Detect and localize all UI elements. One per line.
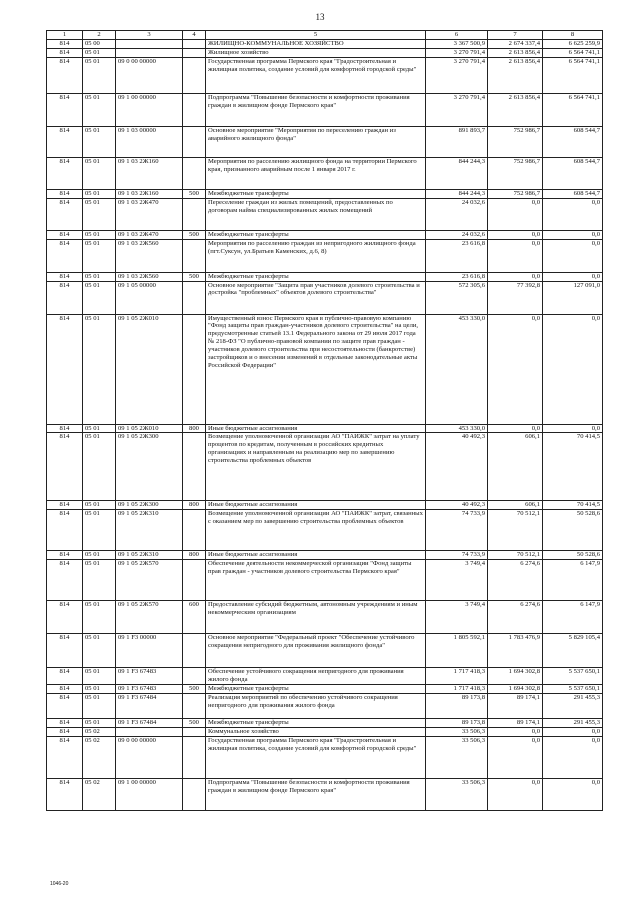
amount-year-2: 89 174,1 — [488, 694, 543, 719]
item-name: Основное мероприятие "Федеральный проект "Обеспечение устойчивого сокращения непригодного для проживания жилищного фонда" — [206, 634, 426, 668]
target-article: 09 1 F3 67484 — [116, 694, 183, 719]
amount-year-2: 2 613 856,4 — [488, 93, 543, 126]
section-code: 05 01 — [83, 719, 116, 728]
amount-year-3: 6 564 741,1 — [543, 93, 603, 126]
admin-code: 814 — [47, 601, 83, 634]
expense-type — [183, 281, 206, 314]
amount-year-2: 70 512,1 — [488, 510, 543, 551]
amount-year-3: 6 147,9 — [543, 560, 603, 601]
amount-year-2: 0,0 — [488, 728, 543, 737]
amount-year-2: 2 674 337,4 — [488, 40, 543, 49]
expense-type — [183, 694, 206, 719]
column-header: 2 — [83, 31, 116, 40]
target-article: 09 1 05 2Ж010 — [116, 424, 183, 433]
table-row — [47, 314, 603, 424]
section-code: 05 01 — [83, 314, 116, 424]
section-code: 05 01 — [83, 189, 116, 198]
target-article: 09 1 F3 67484 — [116, 719, 183, 728]
expense-type — [183, 40, 206, 49]
item-name: Подпрограмма "Повышение безопасности и комфортности проживания граждан в жилищном фонде Пермского края" — [206, 778, 426, 810]
amount-year-3: 0,0 — [543, 736, 603, 778]
amount-year-1: 453 330,0 — [426, 424, 488, 433]
item-name: Основное мероприятие "Мероприятия по переселению граждан из аварийного жилищного фонда" — [206, 126, 426, 157]
table-row — [47, 57, 603, 93]
amount-year-3: 608 544,7 — [543, 189, 603, 198]
target-article: 09 1 03 2Ж470 — [116, 198, 183, 230]
table-row — [47, 126, 603, 157]
section-code: 05 01 — [83, 501, 116, 510]
item-name: Иные бюджетные ассигнования — [206, 551, 426, 560]
amount-year-3: 50 528,6 — [543, 510, 603, 551]
amount-year-2: 77 392,8 — [488, 281, 543, 314]
section-code: 05 01 — [83, 272, 116, 281]
expense-type: 500 — [183, 719, 206, 728]
admin-code: 814 — [47, 239, 83, 272]
item-name: Мероприятия по расселению граждан из непригодного жилищного фонда (пгт.Суксун, ул.Братьев Каменских, д.6, 8) — [206, 239, 426, 272]
section-code: 05 01 — [83, 48, 116, 57]
admin-code: 814 — [47, 510, 83, 551]
amount-year-1: 23 616,8 — [426, 272, 488, 281]
item-name: Обеспечение деятельности некоммерческой организации "Фонд защиты прав граждан - участников долевого строительства Пермского края" — [206, 560, 426, 601]
admin-code: 814 — [47, 685, 83, 694]
admin-code: 814 — [47, 433, 83, 501]
table-row — [47, 230, 603, 239]
amount-year-1: 3 749,4 — [426, 601, 488, 634]
section-code: 05 02 — [83, 736, 116, 778]
amount-year-2: 0,0 — [488, 239, 543, 272]
table-row — [47, 189, 603, 198]
item-name: Жилищное хозяйство — [206, 48, 426, 57]
table-row — [47, 40, 603, 49]
item-name: Межбюджетные трансферты — [206, 189, 426, 198]
admin-code: 814 — [47, 230, 83, 239]
item-name: Возмещение уполномоченной организации АО "ПАИЖК" затрат, связанных с оказанием мер по завершению строительства проблемных объектов — [206, 510, 426, 551]
expense-type — [183, 126, 206, 157]
section-code: 05 01 — [83, 694, 116, 719]
amount-year-2: 0,0 — [488, 198, 543, 230]
amount-year-3: 0,0 — [543, 239, 603, 272]
amount-year-2: 606,1 — [488, 501, 543, 510]
target-article: 09 1 03 2Ж160 — [116, 189, 183, 198]
target-article: 09 1 03 2Ж160 — [116, 157, 183, 189]
table-row — [47, 551, 603, 560]
section-code: 05 01 — [83, 281, 116, 314]
table-row — [47, 281, 603, 314]
amount-year-1: 40 492,3 — [426, 501, 488, 510]
section-code: 05 00 — [83, 40, 116, 49]
amount-year-1: 74 733,9 — [426, 551, 488, 560]
admin-code: 814 — [47, 126, 83, 157]
table-row — [47, 668, 603, 685]
target-article: 09 1 05 2Ж300 — [116, 501, 183, 510]
column-header: 3 — [116, 31, 183, 40]
target-article: 09 0 00 00000 — [116, 736, 183, 778]
section-code: 05 01 — [83, 93, 116, 126]
admin-code: 814 — [47, 560, 83, 601]
amount-year-1: 33 506,3 — [426, 736, 488, 778]
item-name: Мероприятия по расселению жилищного фонда на территории Пермского края, признанного аварийным после 1 января 2017 г. — [206, 157, 426, 189]
table-row — [47, 634, 603, 668]
amount-year-2: 1 694 302,8 — [488, 668, 543, 685]
amount-year-2: 70 512,1 — [488, 551, 543, 560]
amount-year-3: 5 537 650,1 — [543, 685, 603, 694]
admin-code: 814 — [47, 272, 83, 281]
admin-code: 814 — [47, 778, 83, 810]
amount-year-1: 3 270 791,4 — [426, 48, 488, 57]
admin-code: 814 — [47, 157, 83, 189]
admin-code: 814 — [47, 48, 83, 57]
expense-type — [183, 668, 206, 685]
expense-type — [183, 314, 206, 424]
amount-year-1: 24 032,6 — [426, 198, 488, 230]
item-name: Коммунальное хозяйство — [206, 728, 426, 737]
expense-type: 500 — [183, 272, 206, 281]
amount-year-3: 0,0 — [543, 272, 603, 281]
column-header: 1 — [47, 31, 83, 40]
table-row — [47, 157, 603, 189]
amount-year-2: 606,1 — [488, 433, 543, 501]
admin-code: 814 — [47, 40, 83, 49]
amount-year-3: 608 544,7 — [543, 126, 603, 157]
amount-year-1: 1 717 418,3 — [426, 685, 488, 694]
section-code: 05 01 — [83, 157, 116, 189]
section-code: 05 02 — [83, 728, 116, 737]
amount-year-1: 23 616,8 — [426, 239, 488, 272]
item-name: Государственная программа Пермского края "Градостроительная и жилищная политика, создание условий для комфортной городской среды" — [206, 736, 426, 778]
amount-year-2: 6 274,6 — [488, 601, 543, 634]
target-article: 09 1 F3 67483 — [116, 685, 183, 694]
amount-year-3: 6 625 259,9 — [543, 40, 603, 49]
admin-code: 814 — [47, 189, 83, 198]
admin-code: 814 — [47, 314, 83, 424]
table-row — [47, 510, 603, 551]
section-code: 05 01 — [83, 551, 116, 560]
expense-type: 500 — [183, 189, 206, 198]
admin-code: 814 — [47, 93, 83, 126]
admin-code: 814 — [47, 634, 83, 668]
amount-year-3: 70 414,5 — [543, 433, 603, 501]
section-code: 05 01 — [83, 239, 116, 272]
amount-year-1: 572 305,6 — [426, 281, 488, 314]
item-name: ЖИЛИЩНО-КОММУНАЛЬНОЕ ХОЗЯЙСТВО — [206, 40, 426, 49]
amount-year-3: 6 147,9 — [543, 601, 603, 634]
target-article: 09 1 05 00000 — [116, 281, 183, 314]
amount-year-2: 752 986,7 — [488, 157, 543, 189]
table-row — [47, 728, 603, 737]
amount-year-1: 3 270 791,4 — [426, 57, 488, 93]
amount-year-1: 40 492,3 — [426, 433, 488, 501]
target-article: 09 1 05 2Ж310 — [116, 551, 183, 560]
admin-code: 814 — [47, 719, 83, 728]
amount-year-2: 6 274,6 — [488, 560, 543, 601]
target-article: 09 1 05 2Ж300 — [116, 433, 183, 501]
amount-year-1: 3 367 500,9 — [426, 40, 488, 49]
amount-year-1: 24 032,6 — [426, 230, 488, 239]
target-article: 09 1 03 00000 — [116, 126, 183, 157]
item-name: Реализация мероприятий по обеспечению устойчивого сокращения непригодного для проживания жилого фонда — [206, 694, 426, 719]
section-code: 05 01 — [83, 230, 116, 239]
amount-year-3: 291 455,3 — [543, 694, 603, 719]
amount-year-3: 291 455,3 — [543, 719, 603, 728]
table-row — [47, 93, 603, 126]
admin-code: 814 — [47, 281, 83, 314]
section-code: 05 01 — [83, 601, 116, 634]
amount-year-1: 89 173,8 — [426, 694, 488, 719]
amount-year-2: 89 174,1 — [488, 719, 543, 728]
expense-type — [183, 57, 206, 93]
target-article: 09 1 00 00000 — [116, 93, 183, 126]
admin-code: 814 — [47, 57, 83, 93]
item-name: Подпрограмма "Повышение безопасности и комфортности проживания граждан в жилищном фонде Пермского края" — [206, 93, 426, 126]
section-code: 05 01 — [83, 634, 116, 668]
item-name: Иные бюджетные ассигнования — [206, 501, 426, 510]
expense-type — [183, 239, 206, 272]
item-name: Переселение граждан из жилых помещений, предоставленных по договорам найма специализированных жилых помещений — [206, 198, 426, 230]
amount-year-3: 5 537 650,1 — [543, 668, 603, 685]
amount-year-3: 608 544,7 — [543, 157, 603, 189]
expense-type: 800 — [183, 424, 206, 433]
section-code: 05 01 — [83, 510, 116, 551]
item-name: Межбюджетные трансферты — [206, 719, 426, 728]
amount-year-2: 2 613 856,4 — [488, 57, 543, 93]
item-name: Возмещение уполномоченной организации АО "ПАИЖК" затрат на уплату процентов по кредитам, полученным в российских кредитных организациях и направленным на реализацию мер по завершению строительства проблемных объектов — [206, 433, 426, 501]
item-name: Предоставление субсидий бюджетным, автономным учреждениям и иным некоммерческим организациям — [206, 601, 426, 634]
table-row — [47, 736, 603, 778]
target-article — [116, 728, 183, 737]
amount-year-3: 5 829 105,4 — [543, 634, 603, 668]
target-article: 09 1 F3 00000 — [116, 634, 183, 668]
expense-type — [183, 433, 206, 501]
expense-type — [183, 198, 206, 230]
admin-code: 814 — [47, 501, 83, 510]
table-row — [47, 48, 603, 57]
expense-type — [183, 93, 206, 126]
target-article — [116, 40, 183, 49]
amount-year-1: 1 717 418,3 — [426, 668, 488, 685]
item-name: Межбюджетные трансферты — [206, 272, 426, 281]
amount-year-3: 70 414,5 — [543, 501, 603, 510]
amount-year-1: 3 749,4 — [426, 560, 488, 601]
amount-year-2: 0,0 — [488, 778, 543, 810]
amount-year-3: 0,0 — [543, 728, 603, 737]
table-row — [47, 239, 603, 272]
section-code: 05 01 — [83, 433, 116, 501]
table-row — [47, 778, 603, 810]
amount-year-1: 891 893,7 — [426, 126, 488, 157]
expense-type: 800 — [183, 501, 206, 510]
admin-code: 814 — [47, 694, 83, 719]
column-header: 5 — [206, 31, 426, 40]
column-header: 7 — [488, 31, 543, 40]
amount-year-1: 33 506,3 — [426, 728, 488, 737]
section-code: 05 01 — [83, 424, 116, 433]
amount-year-2: 1 694 302,8 — [488, 685, 543, 694]
amount-year-3: 50 528,6 — [543, 551, 603, 560]
item-name: Обеспечение устойчивого сокращения непригодного для проживания жилого фонда — [206, 668, 426, 685]
page-number: 13 — [315, 12, 325, 22]
target-article: 09 1 00 00000 — [116, 778, 183, 810]
amount-year-2: 752 986,7 — [488, 189, 543, 198]
amount-year-3: 6 564 741,1 — [543, 57, 603, 93]
table-row — [47, 433, 603, 501]
table-row — [47, 501, 603, 510]
expense-type — [183, 48, 206, 57]
section-code: 05 01 — [83, 126, 116, 157]
target-article: 09 0 00 00000 — [116, 57, 183, 93]
footer-code: 1046-20 — [50, 881, 69, 887]
target-article: 09 1 05 2Ж310 — [116, 510, 183, 551]
amount-year-2: 2 613 856,4 — [488, 48, 543, 57]
expense-type — [183, 560, 206, 601]
expense-type — [183, 634, 206, 668]
expense-type: 500 — [183, 685, 206, 694]
item-name: Иные бюджетные ассигнования — [206, 424, 426, 433]
expense-type: 600 — [183, 601, 206, 634]
target-article: 09 1 05 2Ж570 — [116, 560, 183, 601]
amount-year-3: 6 564 741,1 — [543, 48, 603, 57]
target-article — [116, 48, 183, 57]
table-row — [47, 719, 603, 728]
section-code: 05 01 — [83, 560, 116, 601]
item-name: Межбюджетные трансферты — [206, 230, 426, 239]
amount-year-3: 127 091,0 — [543, 281, 603, 314]
admin-code: 814 — [47, 728, 83, 737]
amount-year-3: 0,0 — [543, 778, 603, 810]
amount-year-2: 1 783 476,9 — [488, 634, 543, 668]
amount-year-3: 0,0 — [543, 424, 603, 433]
amount-year-2: 752 986,7 — [488, 126, 543, 157]
item-name: Имущественный взнос Пермского края в публично-правовую компанию "Фонд защиты прав граждан-участников долевого строительства" на цели, предусмотренные статьей 13.1 Федерального закона от 29 июля 2017 года № 218-ФЗ "О публично-правовой компании по защите прав граждан - участников долевого строительства при несостоятельности (банкротстве) застройщиков и о внесении изменений в отдельные законодательные акты Российской Федерации" — [206, 314, 426, 424]
table-header-row — [47, 31, 603, 40]
section-code: 05 01 — [83, 198, 116, 230]
table-row — [47, 272, 603, 281]
item-name: Основное мероприятие "Защита прав участников долевого строительства и достройка "проблемных" объектов долевого строительства" — [206, 281, 426, 314]
target-article: 09 1 03 2Ж560 — [116, 239, 183, 272]
section-code: 05 01 — [83, 668, 116, 685]
table-row — [47, 198, 603, 230]
amount-year-1: 1 805 592,1 — [426, 634, 488, 668]
section-code: 05 01 — [83, 685, 116, 694]
amount-year-2: 0,0 — [488, 314, 543, 424]
target-article: 09 1 03 2Ж470 — [116, 230, 183, 239]
admin-code: 814 — [47, 668, 83, 685]
table-row — [47, 601, 603, 634]
section-code: 05 02 — [83, 778, 116, 810]
expense-type — [183, 736, 206, 778]
amount-year-1: 844 244,3 — [426, 157, 488, 189]
target-article: 09 1 05 2Ж010 — [116, 314, 183, 424]
section-code: 05 01 — [83, 57, 116, 93]
column-header: 4 — [183, 31, 206, 40]
expense-type — [183, 778, 206, 810]
item-name: Межбюджетные трансферты — [206, 685, 426, 694]
amount-year-1: 33 506,3 — [426, 778, 488, 810]
column-header: 8 — [543, 31, 603, 40]
admin-code: 814 — [47, 424, 83, 433]
amount-year-3: 0,0 — [543, 230, 603, 239]
amount-year-1: 453 330,0 — [426, 314, 488, 424]
amount-year-3: 0,0 — [543, 314, 603, 424]
amount-year-1: 74 733,9 — [426, 510, 488, 551]
item-name: Государственная программа Пермского края "Градостроительная и жилищная политика, создание условий для комфортной городской среды" — [206, 57, 426, 93]
amount-year-2: 0,0 — [488, 230, 543, 239]
amount-year-1: 844 244,3 — [426, 189, 488, 198]
admin-code: 814 — [47, 198, 83, 230]
amount-year-3: 0,0 — [543, 198, 603, 230]
target-article: 09 1 F3 67483 — [116, 668, 183, 685]
expense-type — [183, 728, 206, 737]
expense-type: 800 — [183, 551, 206, 560]
amount-year-1: 3 270 791,4 — [426, 93, 488, 126]
expense-type — [183, 510, 206, 551]
table-row — [47, 560, 603, 601]
target-article: 09 1 03 2Ж560 — [116, 272, 183, 281]
admin-code: 814 — [47, 736, 83, 778]
amount-year-2: 0,0 — [488, 424, 543, 433]
table-row — [47, 694, 603, 719]
admin-code: 814 — [47, 551, 83, 560]
table-row — [47, 424, 603, 433]
column-header: 6 — [426, 31, 488, 40]
amount-year-2: 0,0 — [488, 272, 543, 281]
budget-table — [46, 30, 603, 811]
amount-year-1: 89 173,8 — [426, 719, 488, 728]
table-row — [47, 685, 603, 694]
expense-type — [183, 157, 206, 189]
target-article: 09 1 05 2Ж570 — [116, 601, 183, 634]
expense-type: 500 — [183, 230, 206, 239]
amount-year-2: 0,0 — [488, 736, 543, 778]
